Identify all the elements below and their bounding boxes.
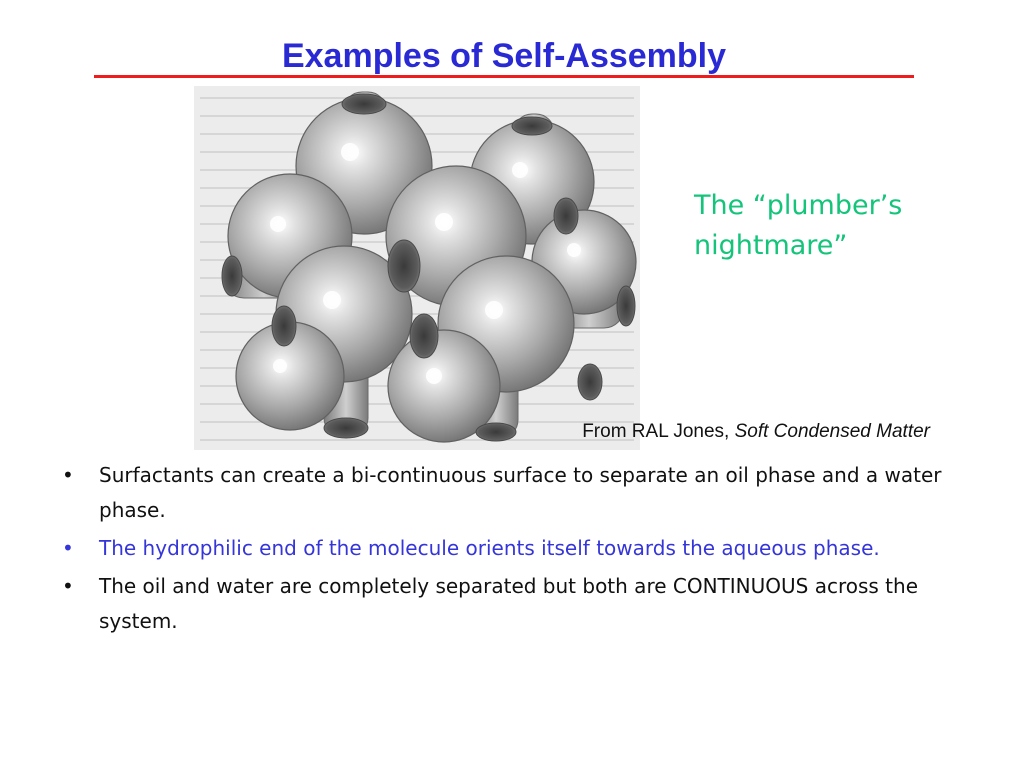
bullet-item xyxy=(56,569,986,639)
bullet-text: Surfactants can create a bi-continuous surface to separate an oil phase and a water phase. xyxy=(99,463,942,522)
bicontinuous-structure-figure xyxy=(194,86,640,450)
bullet-item xyxy=(56,458,986,528)
callout-line-2: nightmare” xyxy=(694,230,848,261)
bullet-marker: • xyxy=(62,463,74,487)
callout-line-1: The “plumber’s xyxy=(694,190,903,221)
title-underline xyxy=(94,75,914,78)
bullet-text: The hydrophilic end of the molecule orients itself towards the aqueous phase. xyxy=(99,536,880,560)
bullet-list xyxy=(56,458,986,642)
bullet-item xyxy=(56,531,986,566)
figure-credit xyxy=(470,419,930,445)
plumbers-nightmare-callout xyxy=(694,186,994,266)
slide-title: Examples of Self-Assembly xyxy=(281,37,727,75)
credit-book-title: Soft Condensed Matter xyxy=(734,421,930,442)
bullet-marker: • xyxy=(62,536,74,560)
bullet-marker: • xyxy=(62,574,74,598)
bicontinuous-cubic-phase-icon xyxy=(194,86,640,450)
bullet-text: The oil and water are completely separated but both are CONTINUOUS across the system. xyxy=(99,574,918,633)
credit-prefix: From RAL Jones, xyxy=(582,421,735,442)
